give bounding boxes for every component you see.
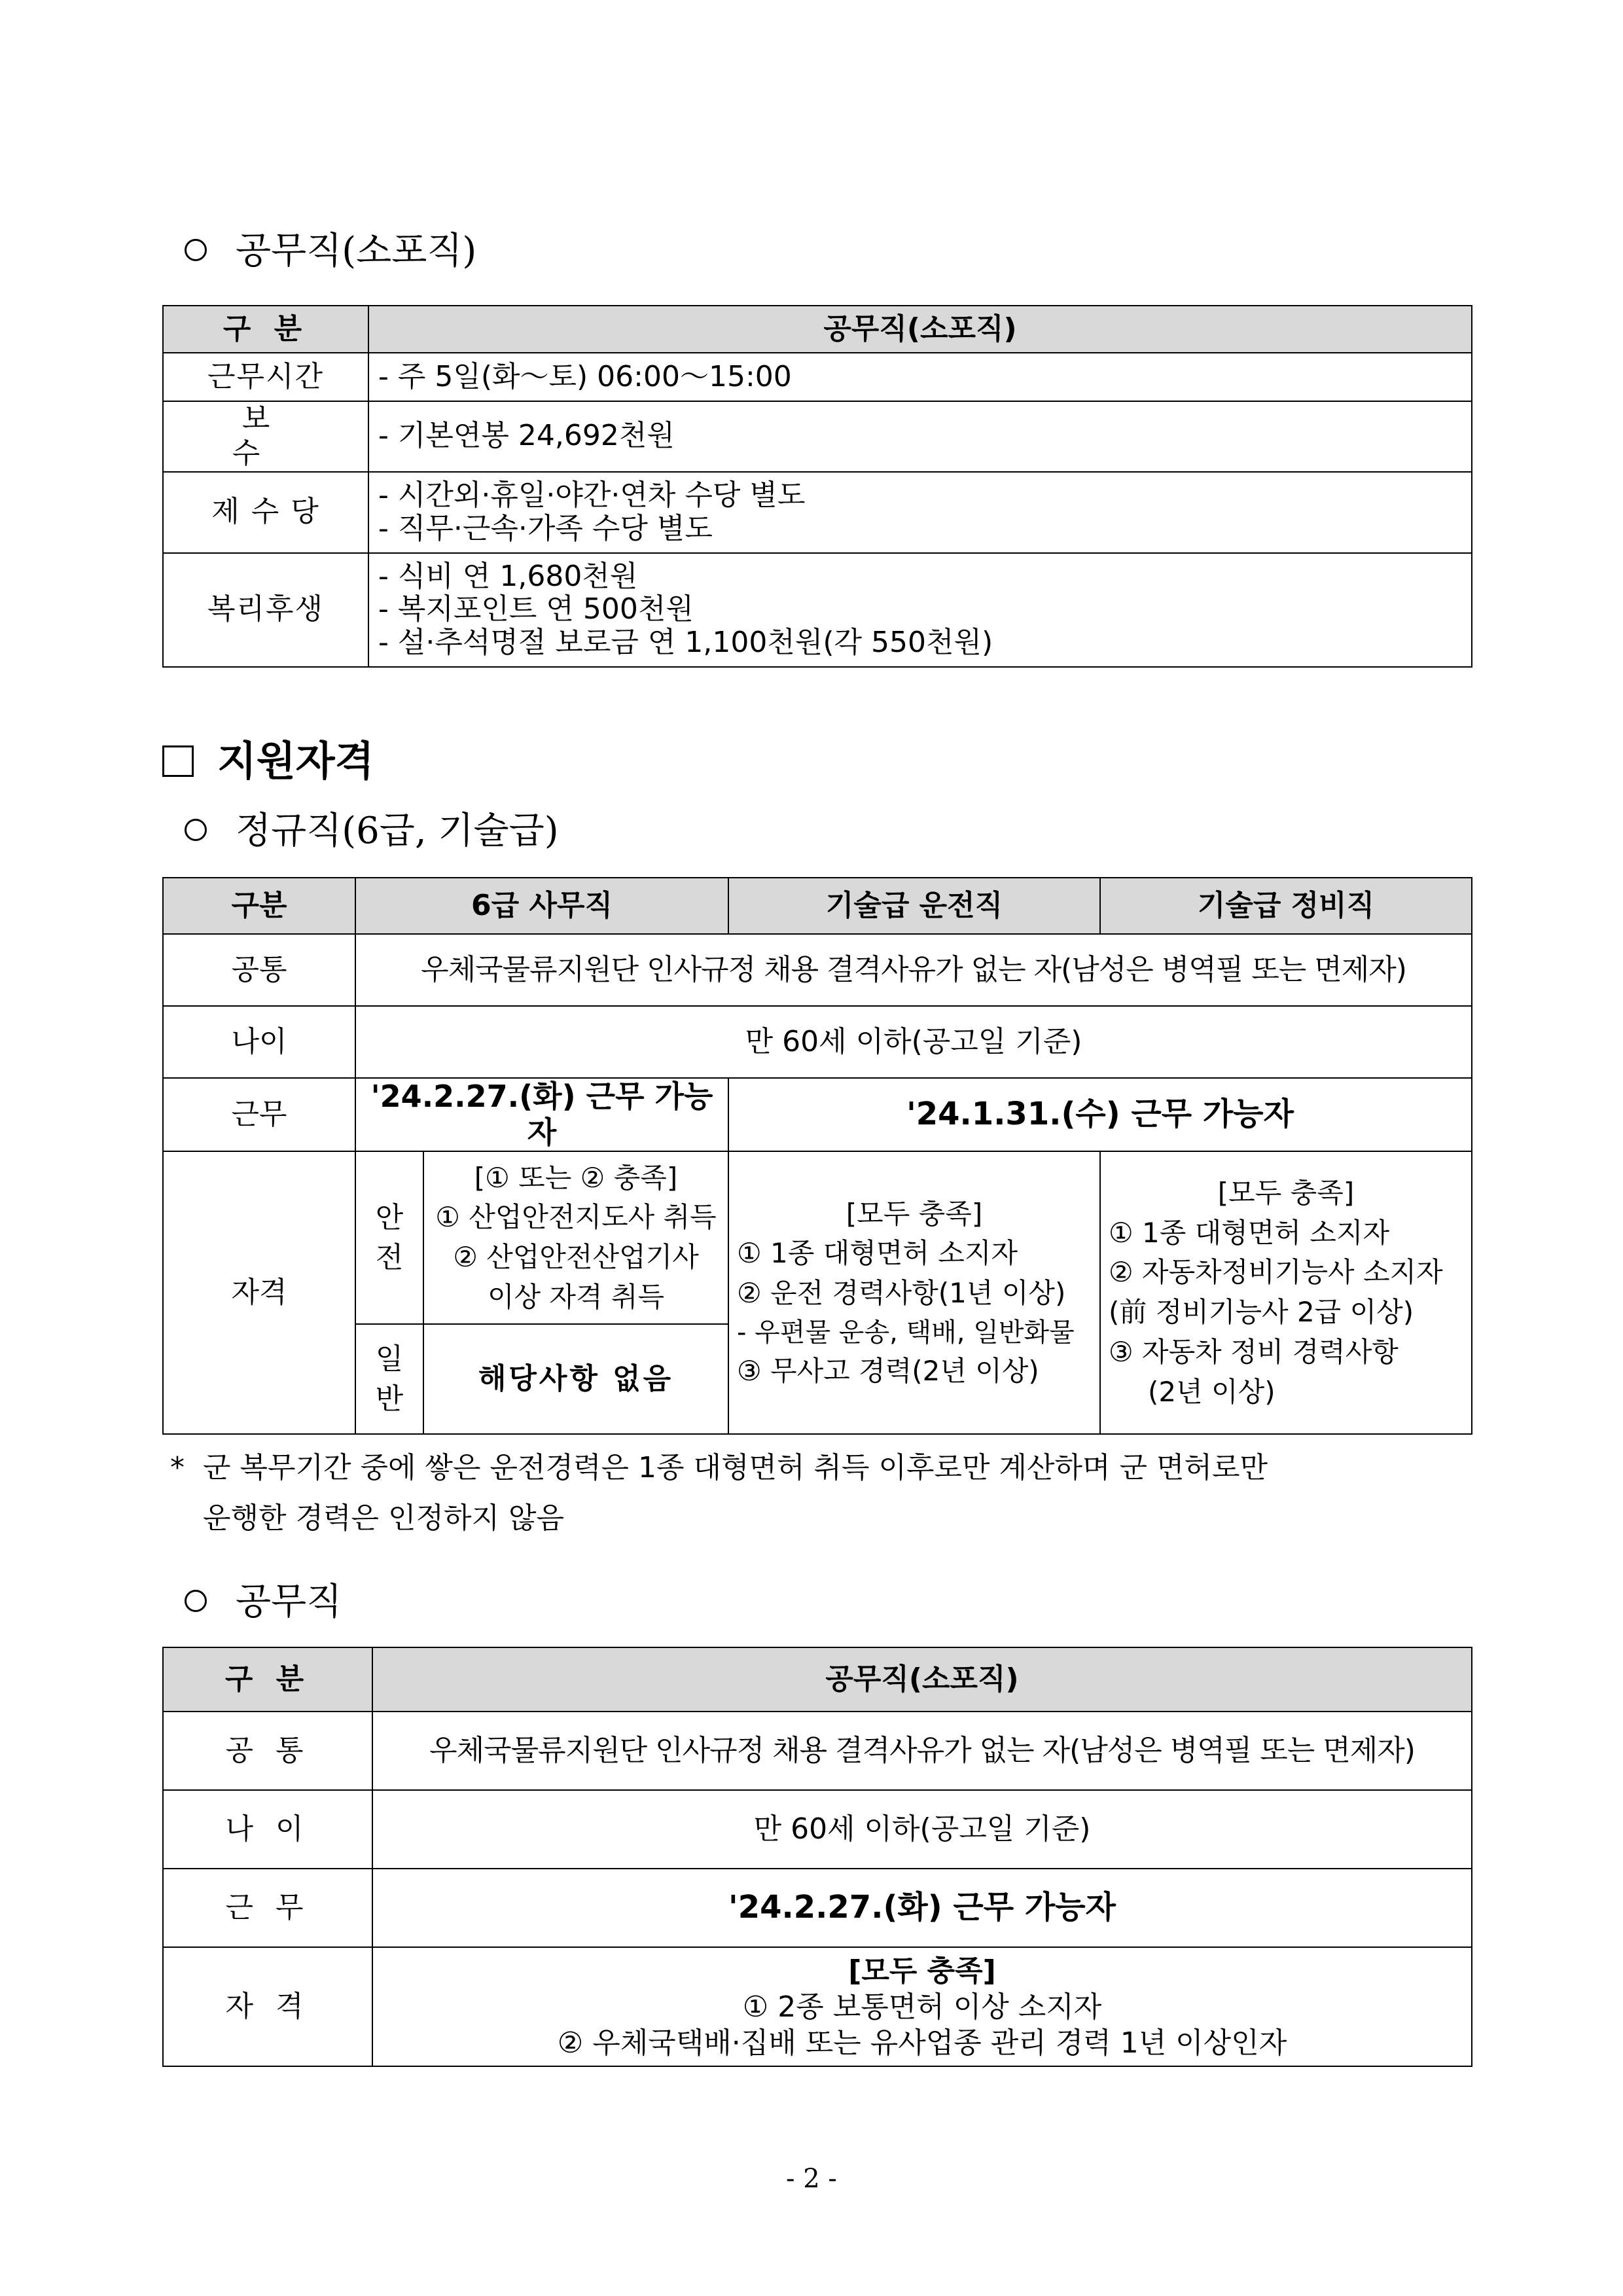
table-header-mechanic: 기술급 정비직	[1100, 878, 1472, 934]
requirement-line: ① 산업안전지도사 취득	[435, 1201, 717, 1234]
row-label-hours: 근무시간	[163, 353, 368, 401]
table-header-office: 6급 사무직	[355, 878, 728, 934]
general-requirements: 해당사항 없음	[423, 1324, 728, 1434]
footnote	[170, 1443, 1472, 1543]
row-label-common: 공 통	[163, 1712, 372, 1790]
footnote-line: 운행한 경력은 인정하지 않음	[203, 1501, 565, 1535]
table-row	[163, 472, 1472, 553]
table-header-category: 구 분	[163, 1647, 372, 1712]
allowance-line: - 시간외·휴일·야간·연차 수당 별도	[378, 478, 806, 512]
row-label-common: 공통	[163, 934, 355, 1006]
row-value-work: '24.2.27.(화) 근무 가능자	[372, 1869, 1472, 1947]
driver-requirements	[728, 1151, 1100, 1434]
safety-requirements	[423, 1151, 728, 1324]
allowance-line: - 직무·근속·가족 수당 별도	[378, 511, 713, 545]
welfare-line: - 설·추석명절 보로금 연 1,100천원(각 550천원)	[378, 625, 993, 659]
circle-bullet-icon	[185, 239, 207, 261]
table-row	[163, 353, 1472, 401]
row-label-qualification: 자격	[163, 1151, 355, 1434]
requirement-line: ② 우체국택배·집배 또는 유사업종 관리 경력 1년 이상인자	[557, 2026, 1287, 2060]
page-number: - 2 -	[786, 2164, 837, 2194]
requirement-line: [모두 충족]	[846, 1197, 983, 1230]
table-row	[163, 1712, 1472, 1790]
table-row	[163, 553, 1472, 667]
requirement-line: [모두 충족]	[848, 1954, 996, 1988]
row-value-qualification	[372, 1947, 1472, 2066]
sub-label-safety: 안 전	[355, 1151, 423, 1324]
row-value-welfare	[368, 553, 1472, 667]
circle-bullet-icon	[185, 819, 207, 841]
row-value-age: 만 60세 이하(공고일 기준)	[372, 1790, 1472, 1869]
table-row	[163, 1790, 1472, 1869]
row-label-age: 나이	[163, 1006, 355, 1078]
table-header-row	[163, 878, 1472, 934]
table-header-row	[163, 1647, 1472, 1712]
requirement-line: [① 또는 ② 충족]	[474, 1161, 678, 1194]
row-label-qualification: 자 격	[163, 1947, 372, 2066]
requirement-line: ① 1종 대형면허 소지자	[737, 1237, 1018, 1270]
row-label-allowances: 제 수 당	[163, 472, 368, 553]
row-value-work-office: '24.2.27.(화) 근무 가능자	[355, 1078, 728, 1151]
circle-bullet-icon	[185, 1590, 207, 1612]
row-label-work: 근무	[163, 1078, 355, 1151]
section-heading-parcel-staff: 공무직(소포직)	[185, 233, 476, 270]
requirement-line: ③ 자동차 정비 경력사항	[1109, 1336, 1399, 1369]
requirement-line: ② 자동차정비기능사 소지자	[1109, 1256, 1443, 1289]
table-header-row	[163, 306, 1472, 353]
row-label-work: 근 무	[163, 1869, 372, 1947]
requirement-line: ② 산업안전산업기사	[453, 1241, 699, 1274]
requirement-line: - 우편물 운송, 택배, 일반화물	[737, 1318, 1075, 1348]
welfare-line: - 복지포인트 연 500천원	[378, 592, 694, 626]
requirement-line: ② 운전 경력사항(1년 이상)	[737, 1277, 1066, 1310]
table-row	[163, 1947, 1472, 2066]
welfare-line: - 식비 연 1,680천원	[378, 559, 638, 593]
section-title-qualifications: 지원자격	[162, 741, 374, 781]
row-label-welfare: 복리후생	[163, 553, 368, 667]
table-row	[163, 1006, 1472, 1078]
table-row	[163, 1151, 1472, 1324]
row-value-hours: - 주 5일(화～토) 06:00～15:00	[368, 353, 1472, 401]
row-label-pay: 보 수	[163, 401, 368, 472]
square-bullet-icon	[162, 745, 194, 777]
table-row	[163, 1869, 1472, 1947]
row-value-pay: - 기본연봉 24,692천원	[368, 401, 1472, 472]
table-header-category: 구 분	[163, 306, 368, 353]
asterisk-mark: *	[170, 1451, 185, 1484]
requirement-line: ① 1종 대형면허 소지자	[1109, 1216, 1390, 1249]
mechanic-requirements	[1100, 1151, 1472, 1434]
sub-label-general: 일 반	[355, 1324, 423, 1434]
table-header-driver: 기술급 운전직	[728, 878, 1100, 934]
sub-heading-regular: 정규직(6급, 기술급)	[185, 813, 559, 850]
requirement-line: ③ 무사고 경력(2년 이상)	[737, 1355, 1039, 1388]
table-row	[163, 934, 1472, 1006]
row-value-common: 우체국물류지원단 인사규정 채용 결격사유가 없는 자(남성은 병역필 또는 면제자)	[355, 934, 1472, 1006]
requirement-line: (2년 이상)	[1148, 1376, 1275, 1408]
row-value-age: 만 60세 이하(공고일 기준)	[355, 1006, 1472, 1078]
row-value-allowances	[368, 472, 1472, 553]
requirement-line: (前 정비기능사 2급 이상)	[1109, 1296, 1414, 1329]
requirement-line: 이상 자격 취득	[487, 1281, 665, 1314]
table-row	[163, 1078, 1472, 1151]
table-header-position: 공무직(소포직)	[372, 1647, 1472, 1712]
staff-qualification-table	[162, 1647, 1472, 2067]
row-label-age: 나 이	[163, 1790, 372, 1869]
requirement-line: ① 2종 보통면허 이상 소지자	[742, 1990, 1102, 2024]
table-header-position: 공무직(소포직)	[368, 306, 1472, 353]
compensation-table	[162, 305, 1472, 668]
requirement-line: [모두 충족]	[1217, 1176, 1355, 1209]
row-value-work-tech: '24.1.31.(수) 근무 가능자	[728, 1078, 1472, 1151]
row-value-common: 우체국물류지원단 인사규정 채용 결격사유가 없는 자(남성은 병역필 또는 면제자)	[372, 1712, 1472, 1790]
table-row	[163, 401, 1472, 472]
footnote-line: 군 복무기간 중에 쌓은 운전경력은 1종 대형면허 취득 이후로만 계산하며 군 면허로만	[203, 1451, 1268, 1484]
regular-qualification-table	[162, 877, 1472, 1435]
sub-heading-staff: 공무직	[185, 1584, 342, 1621]
table-header-category: 구분	[163, 878, 355, 934]
